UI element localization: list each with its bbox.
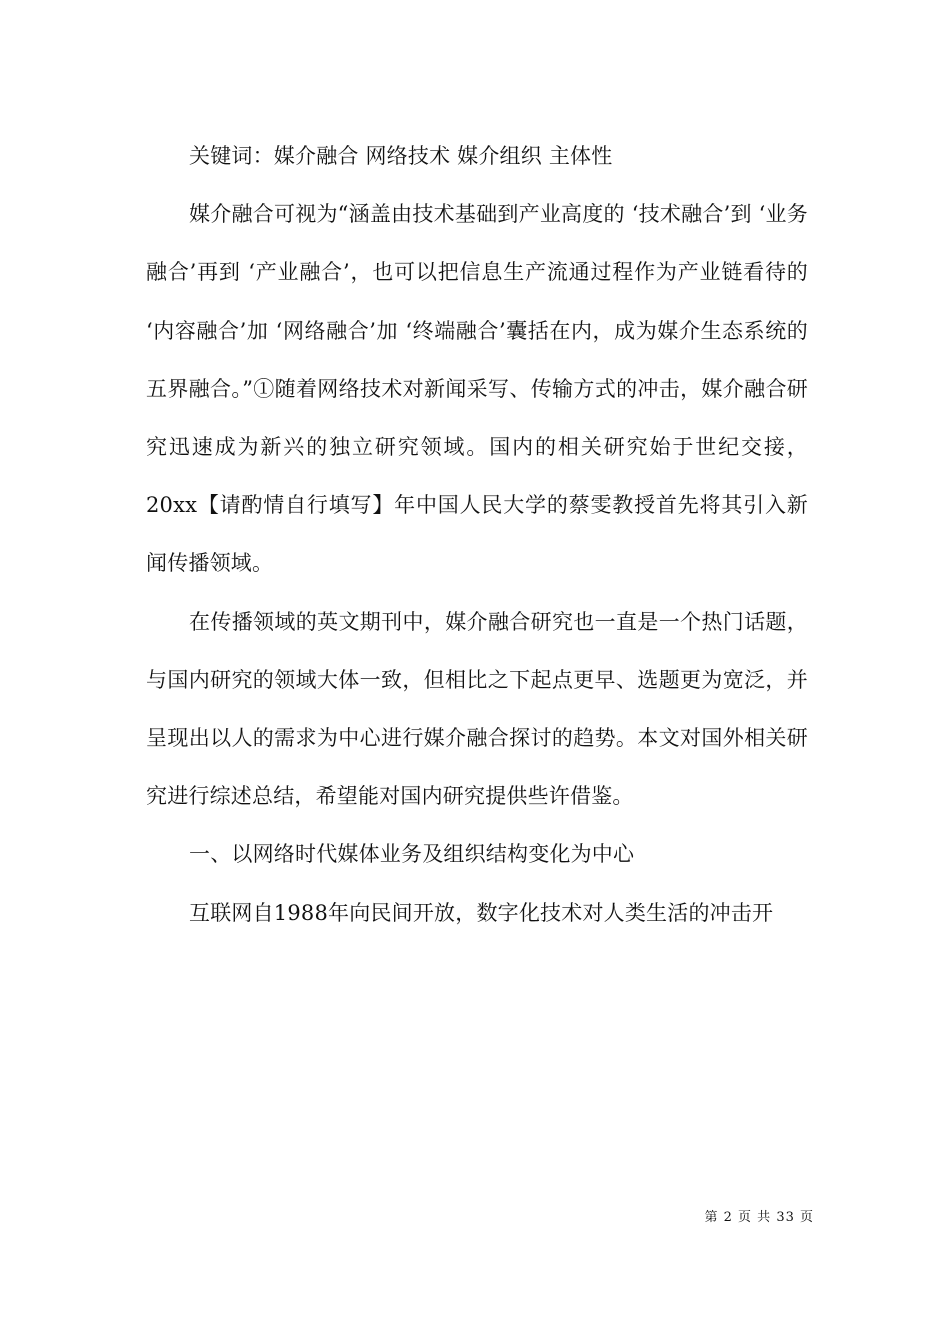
keywords-paragraph: 关键词：媒介融合 网络技术 媒介组织 主体性: [189, 144, 613, 168]
body-paragraph-english-journals: 在传播领域的英文期刊中，媒介融合研究也一直是一个热门话题，与国内研究的领域大体一致，但相比之下起点更早、选题更为宽泛，并呈现出以人的需求为中心进行媒介融合探讨的趋势。本文对国外相关研究进行综述总结，希望能对国内研究提供些许借鉴。: [146, 609, 808, 809]
body-paragraph-media-convergence: 媒介融合可视为“涵盖由技术基础到产业高度的 ‘技术融合’到 ‘业务融合’再到 ‘产业融合’，也可以把信息生产流通过程作为产业链看待的 ‘内容融合’加 ‘网络融合’加 ‘终端融合’囊括在内，成为媒介生态系统的五界融合。”①随着网络技术对新闻采写、传输方式的冲击，媒介融合研究迅速成为新兴的独立研究领域。国内的相关研究始于世纪交接，20xx【请酌情自行填写】年中国人民大学的蔡雯教授首先将其引入新闻传播领域。: [146, 202, 808, 576]
page-footer: [0, 1206, 814, 1225]
section-heading: 一、以网络时代媒体业务及组织结构变化为中心: [189, 842, 635, 867]
document-body: [146, 127, 808, 942]
page-number: 第 2 页 共 33 页: [704, 1210, 814, 1225]
body-paragraph-internet: 互联网自1988年向民间开放，数字化技术对人类生活的冲击开: [189, 900, 774, 925]
